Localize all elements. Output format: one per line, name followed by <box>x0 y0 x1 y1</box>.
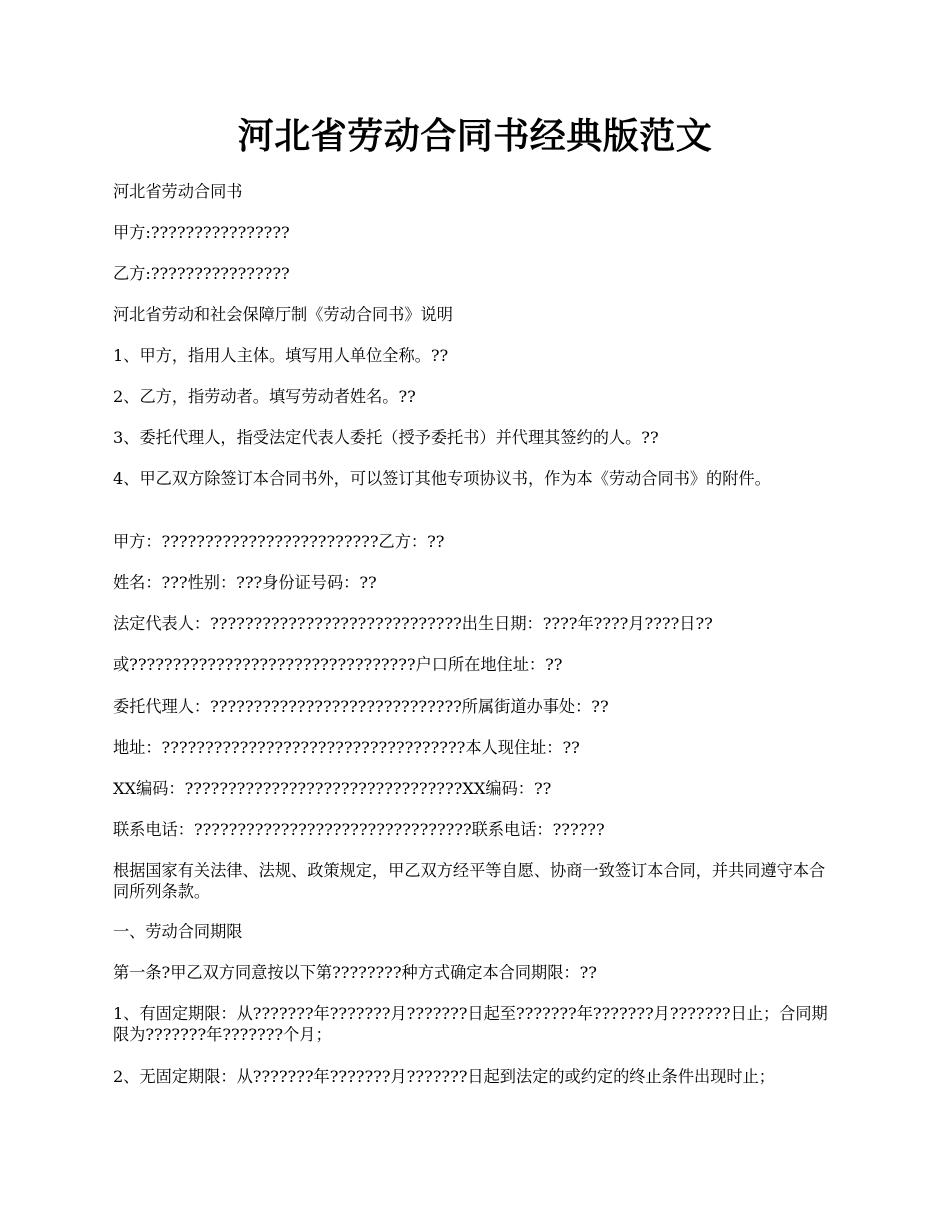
paragraph-article-1: 第一条?甲乙双方同意按以下第????????种方式确定本合同期限：?? <box>113 963 597 982</box>
paragraph-note-2: 2、乙方，指劳动者。填写劳动者姓名。?? <box>113 387 416 406</box>
paragraph-address-row: 地址：???????????????????????????????????本人现住址：?? <box>113 738 580 757</box>
paragraph-section-1: 一、劳动合同期限 <box>113 922 243 941</box>
paragraph-note-1: 1、甲方，指用人主体。填写用人单位全称。?? <box>113 346 449 365</box>
paragraph-heading: 河北省劳动合同书 <box>113 182 243 201</box>
paragraph-phone-row: 联系电话：????????????????????????????????联系电话：?????? <box>113 820 605 839</box>
paragraph-note-3: 3、委托代理人，指受法定代表人委托（授予委托书）并代理其签约的人。?? <box>113 428 659 447</box>
paragraph-postcode-row: XX编码：????????????????????????????????XX编码：?? <box>113 779 552 798</box>
paragraph-party-b: 乙方:???????????????? <box>113 264 290 283</box>
paragraph-note-4: 4、甲乙双方除签订本合同书外，可以签订其他专项协议书，作为本《劳动合同书》的附件。 <box>113 469 771 488</box>
document-title: 河北省劳动合同书经典版范文 <box>237 115 713 157</box>
paragraph-party-a: 甲方:???????????????? <box>113 223 290 242</box>
paragraph-parties-row: 甲方：?????????????????????????乙方：?? <box>113 532 445 551</box>
paragraph-legal-rep-row: 法定代表人：?????????????????????????????出生日期：????年????月????日?? <box>113 614 713 633</box>
paragraph-agent-row: 委托代理人：?????????????????????????????所属街道办事处：?? <box>113 697 609 716</box>
paragraph-or-row: 或?????????????????????????????????户口所在地住址：?? <box>113 655 563 674</box>
paragraph-name-row: 姓名：???性别：???身份证号码：?? <box>113 573 377 592</box>
paragraph-explanation-title: 河北省劳动和社会保障厅制《劳动合同书》说明 <box>113 305 453 324</box>
paragraph-fixed-term: 1、有固定期限：从???????年???????月???????日起至???????年???????月???????日止；合同期限为???????年???????个月； <box>113 1004 828 1044</box>
paragraph-open-term: 2、无固定期限：从???????年???????月???????日起到法定的或约定的终止条件出现时止； <box>113 1067 775 1086</box>
paragraph-preamble: 根据国家有关法律、法规、政策规定，甲乙双方经平等自愿、协商一致签订本合同，并共同遵守本合同所列条款。 <box>113 861 826 901</box>
